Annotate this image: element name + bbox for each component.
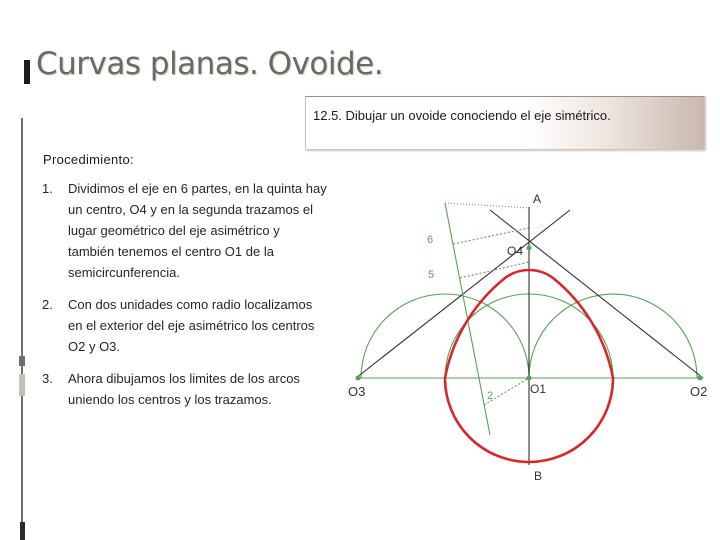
procedure-label: Procedimiento: — [43, 152, 134, 167]
division-6 — [453, 228, 529, 244]
label-division-5: 5 — [428, 269, 435, 281]
task-statement: 12.5. Dibujar un ovoide conociendo el eje simétrico. — [313, 108, 611, 123]
rule-footer-bar — [20, 522, 25, 540]
rule-tick-light — [19, 374, 25, 396]
page-title: Curvas planas. Ovoide. — [36, 46, 384, 82]
label-o1: O1 — [530, 382, 547, 396]
step-number: 3. — [42, 371, 53, 386]
label-a: A — [533, 192, 542, 206]
construction-lines — [356, 203, 703, 465]
step-text: Dividimos el eje en 6 partes, en la quinta hay un centro, O4 y en la segunda trazamos el lugar geométrico del eje asimétrico y también tenemos el centro O1 de la semicircunferencia. — [68, 181, 327, 280]
measure-line — [445, 203, 530, 208]
left-rule — [21, 118, 23, 540]
point-o4 — [527, 246, 532, 251]
label-b: B — [534, 469, 543, 483]
step-number: 1. — [42, 181, 53, 196]
rule-tick — [19, 356, 25, 366]
step-text: Ahora dibujamos los limites de los arcos uniendo los centros y los trazamos. — [68, 371, 300, 407]
step-2 — [42, 294, 327, 357]
task-box — [305, 96, 705, 150]
step-text: Con dos unidades como radio localizamos en el exterior del eje asimétrico los centros O2 y O3. — [68, 297, 315, 354]
procedure-steps — [42, 178, 327, 410]
diagram-labels — [348, 192, 707, 483]
label-division-2: 2 — [487, 390, 494, 402]
point-o1 — [527, 376, 532, 381]
label-o3: O3 — [348, 384, 366, 399]
label-o4: O4 — [507, 244, 524, 258]
semicircle-left — [361, 294, 529, 378]
title-marker — [24, 60, 30, 84]
label-division-6: 6 — [427, 234, 434, 246]
step-1 — [42, 178, 327, 283]
point-o2 — [698, 376, 703, 381]
label-o2: O2 — [690, 384, 708, 399]
point-o3 — [356, 376, 361, 381]
ovoid-construction-diagram — [330, 180, 710, 490]
step-number: 2. — [42, 297, 53, 312]
step-3 — [42, 368, 327, 410]
